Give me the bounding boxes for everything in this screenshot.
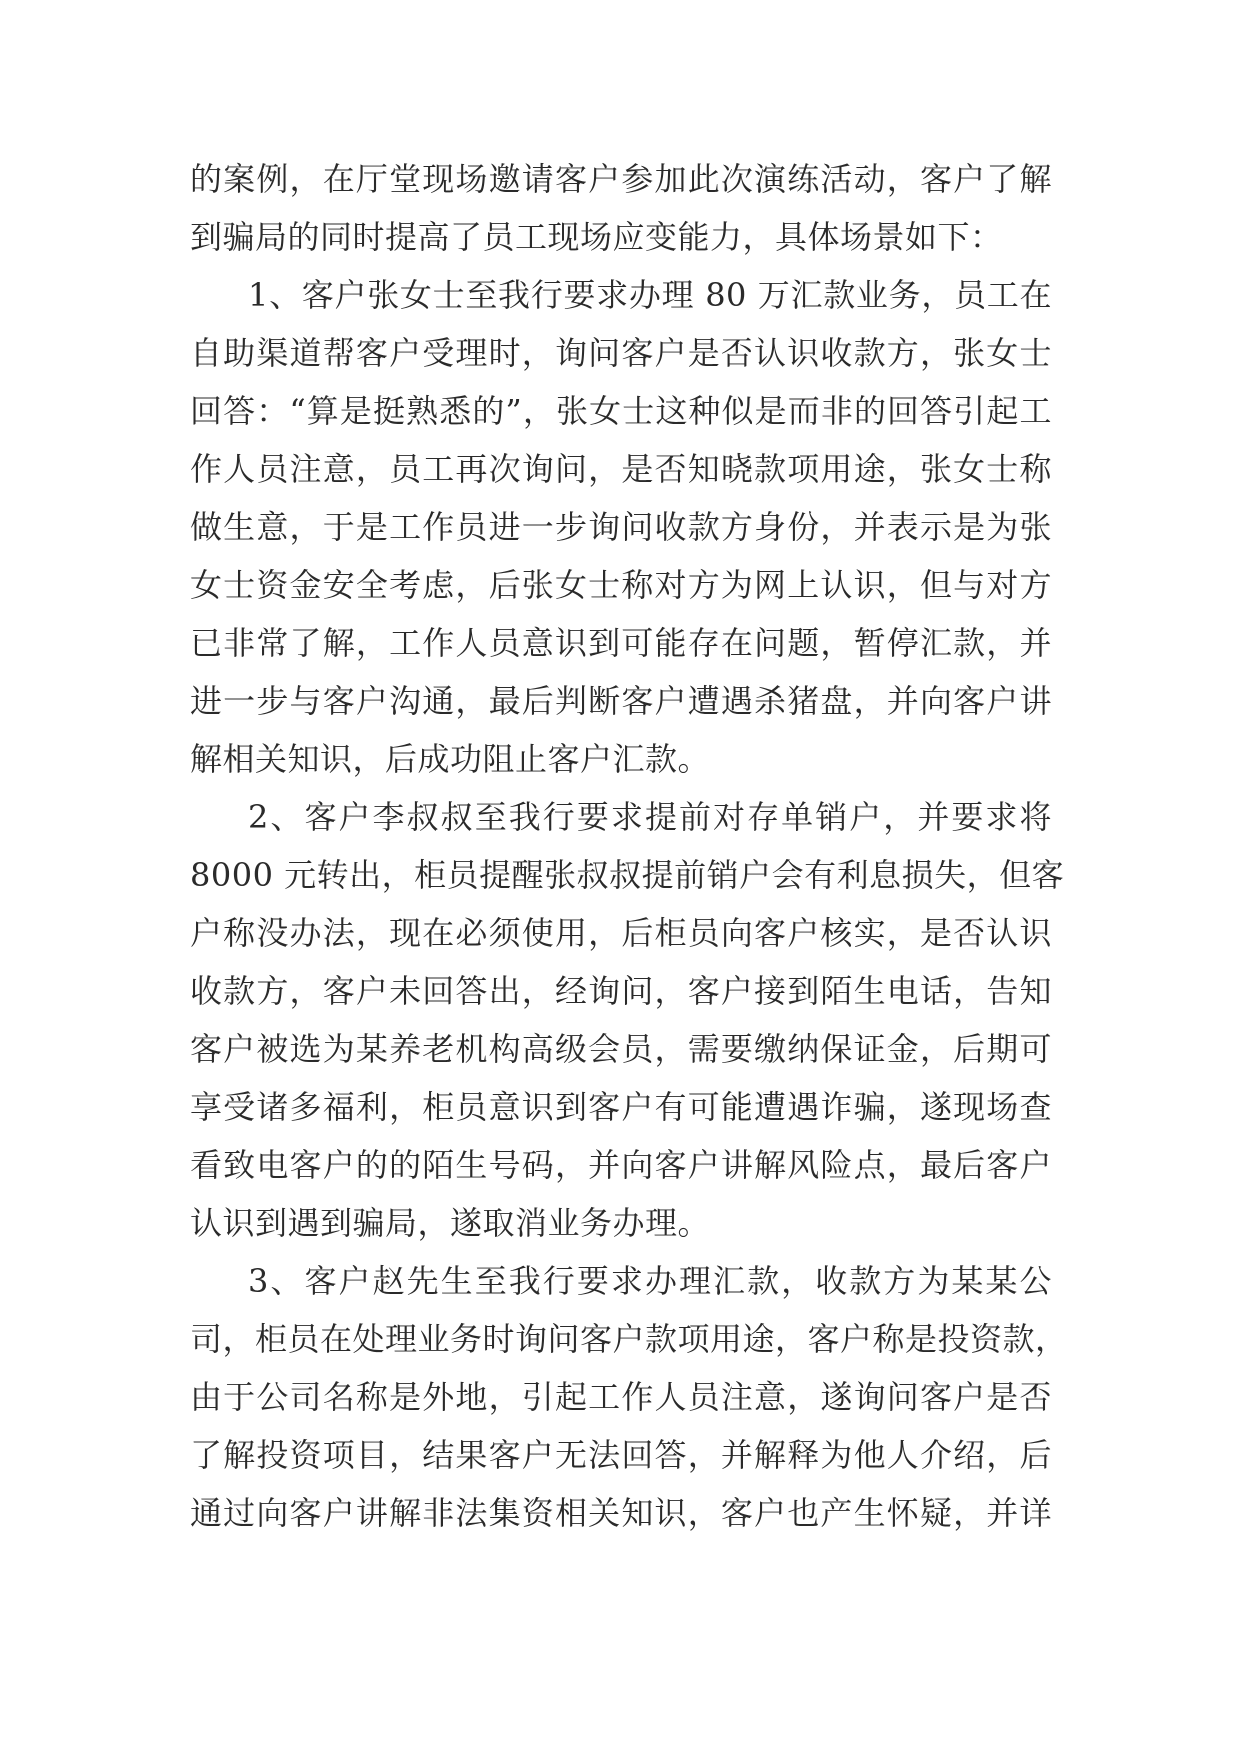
text-line: 认识到遇到骗局，遂取消业务办理。: [190, 1204, 711, 1242]
text-line: 做生意，于是工作员进一步询问收款方身份，并表示是为张: [190, 508, 1052, 546]
intro-paragraph: [190, 150, 1052, 266]
text-line: 看致电客户的的陌生号码，并向客户讲解风险点，最后客户: [190, 1146, 1052, 1184]
text-line: 户称没办法，现在必须使用，后柜员向客户核实，是否认识: [190, 914, 1052, 952]
text-line: 由于公司名称是外地，引起工作人员注意，遂询问客户是否: [190, 1378, 1052, 1416]
text-line: 2、客户李叔叔至我行要求提前对存单销户，并要求将: [248, 798, 1052, 836]
text-line: 的案例，在厅堂现场邀请客户参加此次演练活动，客户了解: [190, 160, 1052, 198]
text-line: 已非常了解，工作人员意识到可能存在问题，暂停汇款，并: [190, 624, 1052, 662]
text-line: 通过向客户讲解非法集资相关知识，客户也产生怀疑，并详: [190, 1494, 1052, 1532]
text-line: 1、客户张女士至我行要求办理 80 万汇款业务，员工在: [248, 276, 1052, 314]
text-line: 女士资金安全考虑，后张女士称对方为网上认识，但与对方: [190, 566, 1052, 604]
case-1-paragraph: [190, 266, 1052, 788]
text-line: 司，柜员在处理业务时询问客户款项用途，客户称是投资款，: [190, 1320, 1068, 1358]
text-line: 到骗局的同时提高了员工现场应变能力，具体场景如下：: [190, 218, 1003, 256]
text-line: 客户被选为某养老机构高级会员，需要缴纳保证金，后期可: [190, 1030, 1052, 1068]
text-line: 了解投资项目，结果客户无法回答，并解释为他人介绍，后: [190, 1436, 1052, 1474]
case-2-paragraph: [190, 788, 1065, 1252]
text-line: 回答：“算是挺熟悉的”，张女士这种似是而非的回答引起工: [190, 392, 1052, 430]
text-line: 作人员注意，员工再次询问，是否知晓款项用途，张女士称: [190, 450, 1052, 488]
case-3-paragraph: [190, 1252, 1068, 1542]
text-line: 进一步与客户沟通，最后判断客户遭遇杀猪盘，并向客户讲: [190, 682, 1052, 720]
text-line: 3、客户赵先生至我行要求办理汇款，收款方为某某公: [248, 1262, 1052, 1300]
text-line: 8000 元转出，柜员提醒张叔叔提前销户会有利息损失，但客: [190, 856, 1065, 894]
text-line: 自助渠道帮客户受理时，询问客户是否认识收款方，张女士: [190, 334, 1052, 372]
document-page: [190, 150, 1068, 1542]
text-line: 享受诸多福利，柜员意识到客户有可能遭遇诈骗，遂现场查: [190, 1088, 1052, 1126]
text-line: 收款方，客户未回答出，经询问，客户接到陌生电话，告知: [190, 972, 1052, 1010]
text-line: 解相关知识，后成功阻止客户汇款。: [190, 740, 711, 778]
